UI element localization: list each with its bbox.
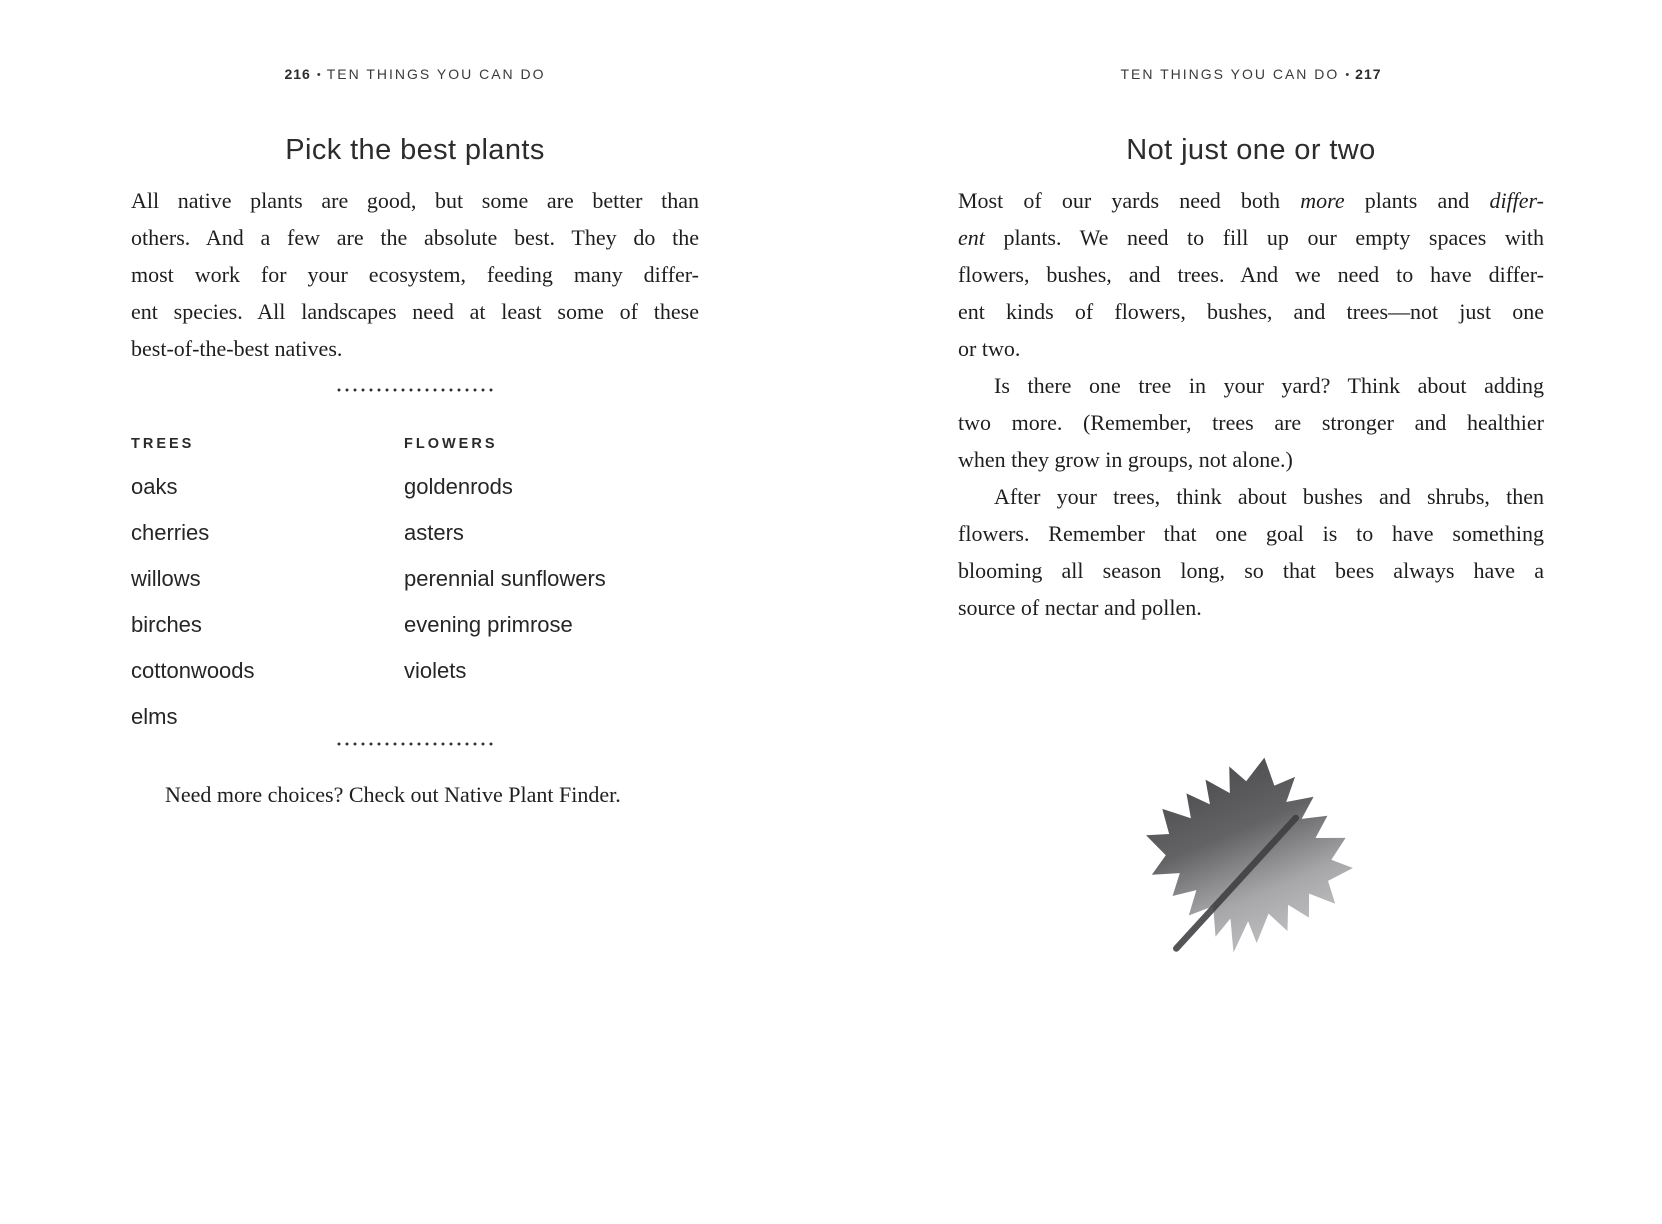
text-line: flowers, bushes, and trees. And we need to have differ- [958,262,1544,287]
text-line: or two. [958,336,1021,361]
list-item: elms [131,704,178,729]
trees-list-header: TREES [131,436,195,452]
list-item: evening primrose [404,612,573,637]
text-line: ent plants. We need to fill up our empty spaces with [958,225,1544,250]
list-item: violets [404,658,467,683]
text-line: Is there one tree in your yard? Think about adding [994,373,1544,398]
running-head-title: TEN THINGS YOU CAN DO [326,66,546,82]
right-running-head [958,66,1544,82]
text-line: ent kinds of flowers, bushes, and trees—not just one [958,299,1544,324]
list-item: cottonwoods [131,658,255,683]
maple-leaf-icon [1123,742,1373,980]
text-line: two more. (Remember, trees are stronger and healthier [958,410,1544,435]
left-running-head [131,66,699,82]
list-item: cherries [131,520,210,545]
paragraph [958,478,1544,626]
paragraph [958,367,1544,478]
dotted-divider-bottom [335,742,495,746]
text-line: others. And a few are the absolute best. They do the [131,225,699,250]
left-folio: 216 [284,66,311,82]
list-item: willows [131,566,201,591]
text-line: Most of our yards need both more plants and differ- [958,188,1544,213]
text-line: blooming all season long, so that bees always have a [958,558,1544,583]
text-line: when they grow in groups, not alone.) [958,447,1293,472]
running-head-separator: • [316,69,321,81]
text-line: After your trees, think about bushes and shrubs, then [994,484,1544,509]
intro-paragraph [131,182,699,367]
text-line: All native plants are good, but some are better than [131,188,699,213]
flowers-list-header: FLOWERS [404,436,498,452]
dotted-divider-top [335,388,495,392]
text-line: most work for your ecosystem, feeding many differ- [131,262,699,287]
list-item: birches [131,612,202,637]
text-line: source of nectar and pollen. [958,595,1202,620]
right-folio: 217 [1355,66,1382,82]
text-line: best-of-the-best natives. [131,336,343,361]
list-item: goldenrods [404,474,513,499]
running-head-title: TEN THINGS YOU CAN DO [1120,66,1340,82]
list-item: perennial sunflowers [404,566,606,591]
text-line: ent species. All landscapes need at least some of these [131,299,699,324]
left-section-title: Pick the best plants [285,134,545,166]
right-body-text [958,182,1544,626]
footnote: Need more choices? Check out Native Plant Finder. [165,782,621,807]
text-line: flowers. Remember that one goal is to have something [958,521,1544,546]
maple-leaf-illustration [1123,742,1373,980]
list-item: asters [404,520,464,545]
list-item: oaks [131,474,178,499]
flowers-list [404,464,704,694]
paragraph [958,182,1544,367]
right-page [831,0,1662,1224]
running-head-separator: • [1345,69,1350,81]
trees-list [131,464,391,740]
right-section-title: Not just one or two [1126,134,1376,166]
